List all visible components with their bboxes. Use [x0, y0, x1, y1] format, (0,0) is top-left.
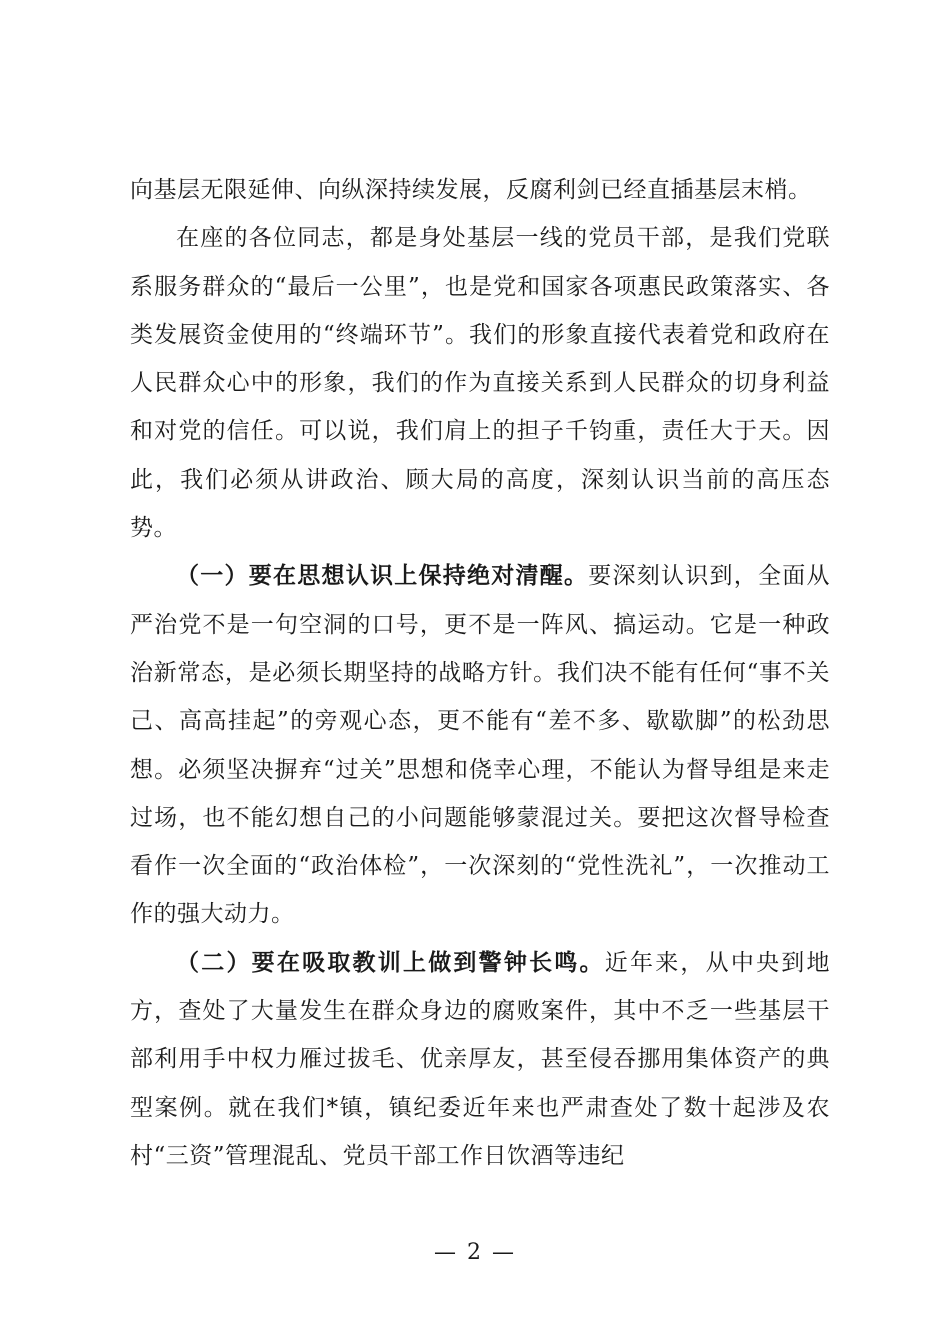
paragraph-continuation	[130, 166, 830, 214]
paragraph-text: 要深刻认识到，全面从严治党不是一句空洞的口号，更不是一阵风、搞运动。它是一种政治新常态，是必须长期坚持的战略方针。我们决不能有任何“事不关己、高高挂起”的旁观心态，更不能有“差不多、歇歇脚”的松劲思想。必须坚决摒弃“过关”思想和侥幸心理，不能认为督导组是来走过场，也不能幻想自己的小问题能够蒙混过关。要把这次督导检查看作一次全面的“政治体检”，一次深刻的“党性洗礼”，一次推动工作的强大动力。	[130, 563, 830, 928]
section-heading: （一）要在思想认识上保持绝对清醒。	[176, 562, 589, 590]
paragraph-text: 在座的各位同志，都是身处基层一线的党员干部，是我们党联系服务群众的“最后一公里”，也是党和国家各项惠民政策落实、各类发展资金使用的“终端环节”。我们的形象直接代表着党和政府在人民群众心中的形象，我们的作为直接关系到人民群众的切身利益和对党的信任。可以说，我们肩上的担子千钧重，责任大于天。因此，我们必须从讲政治、顾大局的高度，深刻认识当前的高压态势。	[130, 225, 830, 542]
paragraph-text: 向基层无限延伸、向纵深持续发展，反腐利剑已经直插基层末梢。	[130, 177, 812, 203]
document-body	[130, 166, 830, 1180]
paragraph-section-one	[130, 552, 830, 938]
page-number: — 2 —	[434, 1240, 516, 1265]
paragraph-section-two	[130, 939, 830, 1180]
section-heading: （二）要在吸取教训上做到警钟长鸣。	[176, 948, 605, 976]
paragraph-text: 近年来，从中央到地方，查处了大量发生在群众身边的腐败案件，其中不乏一些基层干部利用手中权力雁过拔毛、优亲厚友，甚至侵吞挪用集体资产的典型案例。就在我们*镇，镇纪委近年来也严肃查处了数十起涉及农村“三资”管理混乱、党员干部工作日饮酒等违纪	[130, 949, 831, 1169]
paragraph-comrades	[130, 214, 830, 552]
